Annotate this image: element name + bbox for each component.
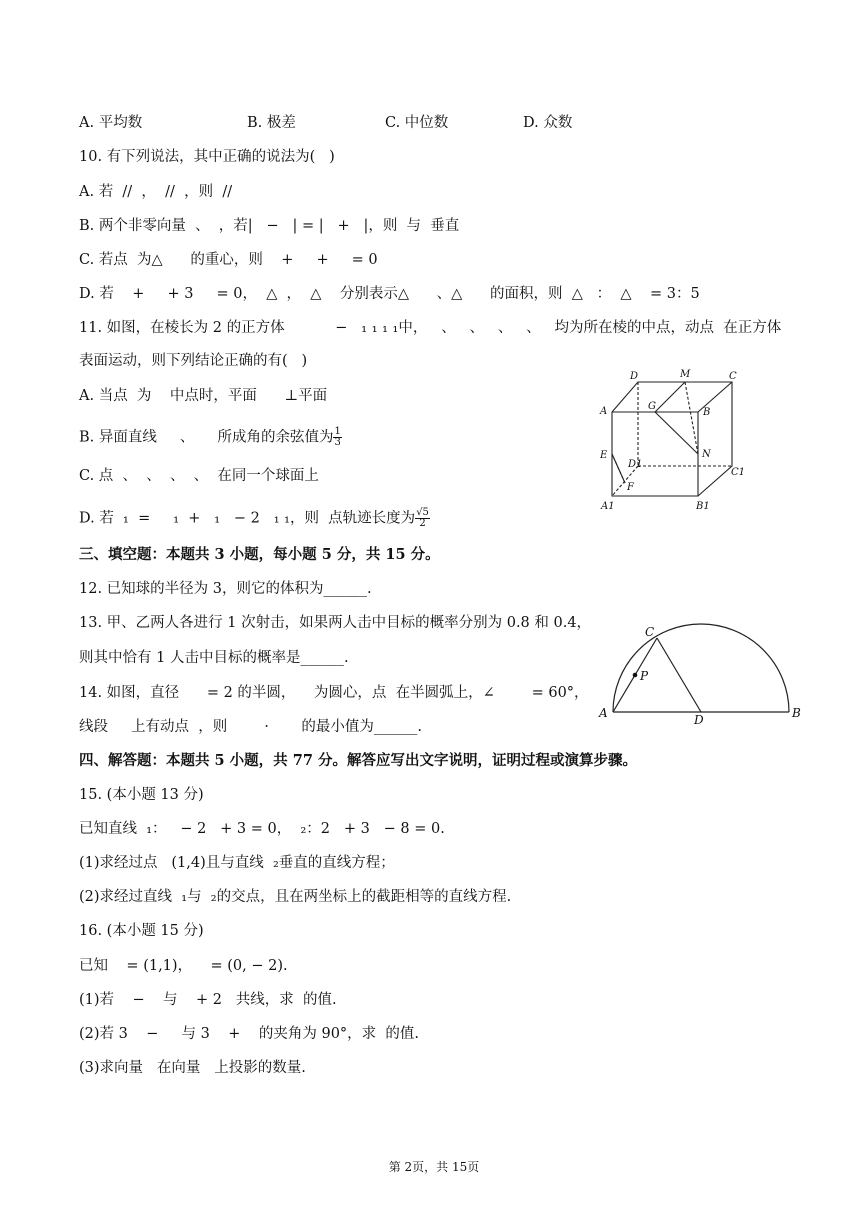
cube-label-g: G [648,401,656,412]
semi-label-a: A [599,706,608,720]
semicircle-figure [595,620,810,725]
q13-line1: 13. 甲、乙两人各进行 1 次射击，如果两人击中目标的概率分别为 0.8 和 0.4， [79,615,592,631]
q11-option-c: C. 点 、 、 、 、 在同一个球面上 [79,468,319,484]
cube-label-d1: D1 [628,459,643,470]
cube-label-b1: B1 [696,501,710,512]
q10-option-b: B. 两个非零向量 、 ，若| − | = | + |，则 与 垂直 [79,218,460,234]
semi-label-b: B [792,706,801,720]
q10-stem: 10. 有下列说法，其中正确的说法为( ) [79,149,335,165]
q9-option-b: B. 极差 [247,115,296,131]
q16-part1: (1)若 − 与 + 2 共线，求 的值. [79,992,337,1008]
cube-label-e: E [600,450,608,461]
q12: 12. 已知球的半径为 3，则它的体积为______. [79,581,372,597]
q11-stem-line1: 11. 如图，在棱长为 2 的正方体 − ₁ ₁ ₁ ₁中， 、 、 、 、 均为所在棱的中点，动点 在正方体 [79,320,782,336]
q11-option-a: A. 当点 为 中点时，平面 ⊥平面 [79,388,328,404]
q15-heading: 15. (本小题 13 分) [79,787,204,803]
q9-option-c: C. 中位数 [385,115,449,131]
page-footer: 第 2页，共 15页 [388,1160,480,1174]
cube-label-a: A [600,406,608,417]
q10-option-c: C. 若点 为△ 的重心，则 + + = 0 [79,252,378,268]
q15-line1: 已知直线 ₁： − 2 + 3 = 0， ₂：2 + 3 − 8 = 0. [79,821,445,837]
cube-label-m: M [680,369,691,380]
q10-option-d: D. 若 + + 3 = 0， △ ， △ 分别表示△ 、△ 的面积，则 △ ： △ = 3：5 [79,286,700,302]
cube-label-a1: A1 [601,501,615,512]
q16-line1: 已知 = (1,1)， = (0, − 2). [79,958,288,974]
cube-label-f: F [627,482,634,493]
q14-line1: 14. 如图，直径 = 2 的半圆， 为圆心，点 在半圆弧上，∠ = 60°， [79,685,589,701]
cube-label-b: B [703,407,711,418]
q9-option-a: A. 平均数 [79,115,143,131]
q15-part2: (2)求经过直线 ₁与 ₂的交点，且在两坐标上的截距相等的直线方程. [79,889,512,905]
semi-label-p: P [640,669,649,683]
section-4-heading: 四、解答题：本题共 5 小题，共 77 分。解答应写出文字说明，证明过程或演算步骤。 [79,752,637,769]
q9-option-d: D. 众数 [523,115,573,131]
cube-label-c: C [729,371,737,382]
q14-line2: 线段 上有动点 ，则 ⋅ 的最小值为______. [79,719,422,735]
cube-label-c1: C1 [731,467,746,478]
q11-option-d: D. 若 ₁ = ₁ + ₁ − 2 ₁ ₁，则 点轨迹长度为 $\frac{√5}{2}$ [79,507,429,529]
semi-label-d: D [694,713,704,725]
q13-line2: 则其中恰有 1 人击中目标的概率是______. [79,650,349,666]
q15-part1: (1)求经过点 (1,4)且与直线 ₂垂直的直线方程； [79,855,395,871]
q16-part2: (2)若 3 − 与 3 + 的夹角为 90°，求 的值. [79,1026,419,1042]
q16-heading: 16. (本小题 15 分) [79,923,204,939]
q10-option-a: A. 若 // ， // ，则 // [79,184,233,200]
q11-option-b: B. 异面直线 、 所成角的余弦值为 $\frac{1}{3}$ [79,426,341,448]
section-3-heading: 三、填空题：本题共 3 小题，每小题 5 分，共 15 分。 [79,546,440,563]
q11-stem-line2: 表面运动，则下列结论正确的有( ) [79,353,308,369]
cube-label-d: D [630,371,639,382]
semi-label-c: C [645,625,655,639]
q16-part3: (3)求向量 在向量 上投影的数量. [79,1060,306,1076]
cube-figure [590,365,750,515]
cube-label-n: N [702,449,711,460]
